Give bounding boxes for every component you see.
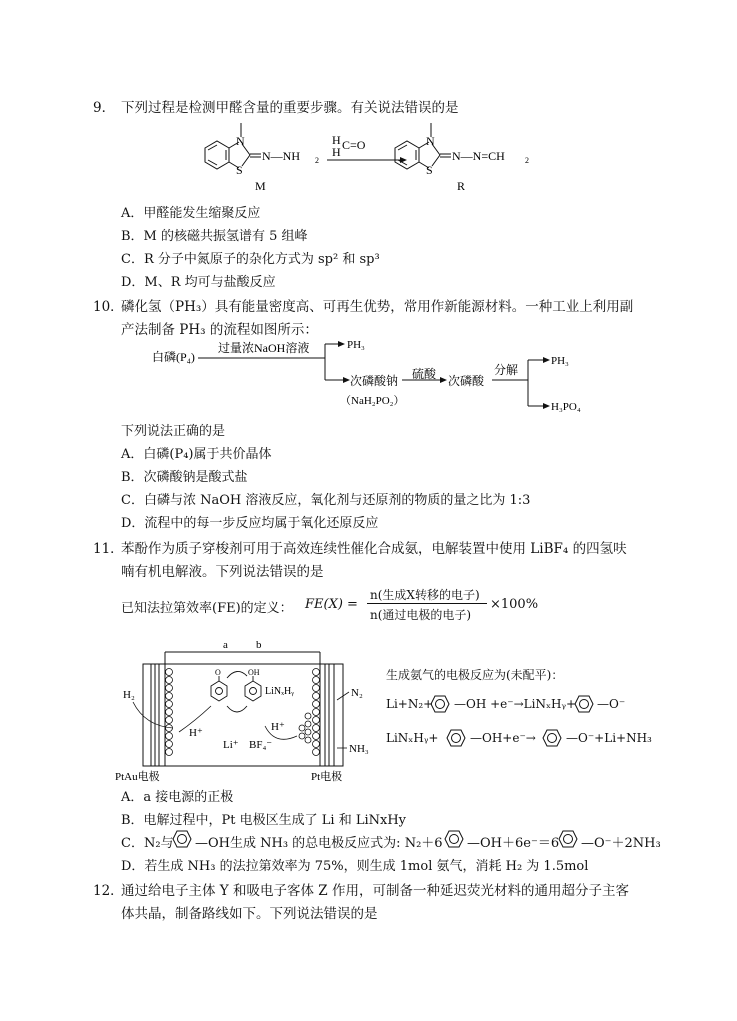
bf4-ion: BF₄⁻ [249, 739, 273, 751]
catalyst-particles [166, 669, 320, 756]
ptau-electrode-label: PtAu电极 [115, 771, 160, 783]
q11-option-c-part-b: —OH生成 NH₃ 的总电极反应式为: N₂＋6 [195, 836, 443, 851]
m-hydrazine: N—NH [262, 149, 300, 163]
q11-option-c-part-a: C．N₂与 [121, 836, 174, 851]
terminal-a: a [223, 639, 228, 651]
li-ion: Li⁺ [223, 739, 239, 751]
q9-option-a: A．甲醛能发生缩聚反应 [121, 206, 261, 221]
q11-option-c-part-d: —O⁻＋2NH₃ [581, 836, 661, 851]
nh3-label: NH₃ [349, 743, 369, 755]
flow-acid: 次磷酸 [448, 374, 485, 388]
q10-question: 下列说法正确的是 [121, 424, 226, 439]
q10-option-d: D．流程中的每一步反应均属于氧化还原反应 [121, 516, 379, 531]
reaction2-part-b: —OH+e⁻→ [470, 731, 536, 745]
q10-option-a: A．白磷(P₄)属于共价晶体 [121, 447, 272, 462]
q11-stem-line2: 喃有机电解液。下列说法错误的是 [121, 564, 324, 580]
electrolysis-diagram [115, 636, 375, 786]
r-n-label: N [426, 134, 435, 148]
m-n-label: N [236, 134, 245, 148]
ptau-electrode [151, 664, 165, 766]
q9-number: 9． [93, 100, 116, 116]
reaction1-part-b: —OH +e⁻→LiNₓHᵧ+ [454, 697, 577, 711]
flow-h3po4: H₃PO₄ [551, 401, 581, 413]
m-sub2: 2 [315, 156, 319, 165]
flow-step1-reagent: 过量浓NaOH溶液 [218, 341, 310, 355]
fe-lhs: FE(X) = [305, 597, 358, 612]
q11-option-b: B．电解过程中，Pt 电极区生成了 Li 和 LiNxHy [121, 813, 407, 828]
h2-label: H₂ [123, 689, 135, 701]
q12-number: 12． [93, 883, 124, 899]
q10-option-b: B．次磷酸钠是酸式盐 [121, 470, 248, 485]
reaction2-part-a: LiNₓHᵧ+ [386, 731, 439, 745]
reaction2-part-c: —O⁻+Li+NH₃ [566, 731, 652, 745]
fe-fraction-bar [367, 603, 487, 604]
q9-stem: 下列过程是检测甲醛含量的重要步骤。有关说法错误的是 [121, 100, 459, 116]
q10-flow-chart [150, 334, 590, 416]
flow-ph3-top: PH₃ [347, 339, 365, 351]
option-c-benzene-1 [170, 828, 194, 850]
linxhy-label: LiNₓHᵧ [265, 686, 294, 697]
hplus-left: H⁺ [189, 727, 203, 739]
phenoxide-o: O [215, 668, 221, 677]
terminal-b: b [256, 639, 262, 651]
r-sub2: 2 [525, 156, 529, 165]
q9-reaction-scheme [195, 118, 555, 196]
flow-acid-reagent: 硫酸 [412, 367, 437, 381]
reaction1-benzene-1 [428, 693, 452, 715]
q12-stem-line1: 通过给电子主体 Y 和吸电子客体 Z 作用，可制备一种延迟荧光材料的通用超分子主客 [121, 883, 629, 899]
n2-label: N₂ [351, 687, 363, 699]
reagent-h-bottom: H [332, 145, 341, 159]
pt-electrode [320, 664, 334, 766]
reagent-h-top: H [332, 133, 341, 147]
reaction-title: 生成氨气的电极反应为(未配平)： [386, 668, 564, 682]
q11-stem-line1: 苯酚作为质子穿梭剂可用于高效连续性催化合成氨，电解装置中使用 LiBF₄ 的四氢呋 [121, 541, 627, 557]
fe-denominator: n(通过电极的电子) [370, 608, 472, 622]
label-m: M [255, 179, 266, 193]
m-s-label: S [236, 163, 243, 177]
flow-decompose: 分解 [494, 363, 519, 377]
reaction1-part-c: —O⁻ [597, 697, 626, 711]
fe-numerator: n(生成X转移的电子) [370, 588, 480, 602]
phenol-rings [211, 671, 261, 712]
label-r: R [457, 179, 466, 193]
q11-number: 11． [93, 541, 124, 557]
option-c-benzene-2 [442, 828, 466, 850]
q12-stem-line2: 体共晶，制备路线如下。下列说法错误的是 [121, 906, 378, 922]
hplus-right: H⁺ [271, 721, 285, 733]
q9-option-b: B．M 的核磁共振氢谱有 5 组峰 [121, 229, 308, 244]
reaction2-benzene-2 [540, 727, 564, 749]
q9-option-d: D．M、R 均可与盐酸反应 [121, 275, 276, 290]
fe-suffix: ×100% [490, 597, 539, 612]
compound-r-structure [395, 123, 451, 169]
q10-stem-line2: 产法制备 PH₃ 的流程如图所示： [121, 322, 318, 338]
r-s-label: S [426, 163, 433, 177]
q11-option-c-part-c: —OH＋6e⁻＝6 [467, 836, 560, 851]
option-c-benzene-3 [556, 828, 580, 850]
phenol-oh: OH [248, 668, 260, 677]
pt-electrode-label: Pt电极 [311, 771, 343, 783]
reaction1-benzene-2 [572, 693, 596, 715]
r-chain: N—N=CH [452, 149, 505, 163]
q10-stem-line1: 磷化氢（PH₃）具有能量密度高、可再生优势，常用作新能源材料。一种工业上利用副 [121, 299, 634, 315]
flow-start: 白磷(P₄) [152, 350, 195, 364]
reaction2-benzene-1 [444, 727, 468, 749]
flow-salt-formula: （NaH₂PO₂） [340, 395, 405, 407]
q10-option-c: C．白磷与浓 NaOH 溶液反应，氧化剂与还原剂的物质的量之比为 1:3 [121, 493, 531, 508]
reaction1-part-a: Li+N₂+ [386, 697, 434, 711]
reagent-co: C=O [342, 138, 366, 152]
flow-ph3-right: PH₃ [551, 355, 569, 367]
q11-option-d: D．若生成 NH₃ 的法拉第效率为 75%，则生成 1mol 氨气，消耗 H₂ 为 1.5mol [121, 859, 589, 874]
fe-prefix: 已知法拉第效率(FE)的定义： [121, 601, 293, 616]
q9-option-c: C．R 分子中氮原子的杂化方式为 sp² 和 sp³ [121, 252, 380, 267]
q11-option-a: A．a 接电源的正极 [121, 790, 234, 805]
q10-number: 10． [93, 299, 124, 315]
compound-m-structure [205, 123, 261, 169]
flow-salt: 次磷酸钠 [350, 374, 399, 388]
